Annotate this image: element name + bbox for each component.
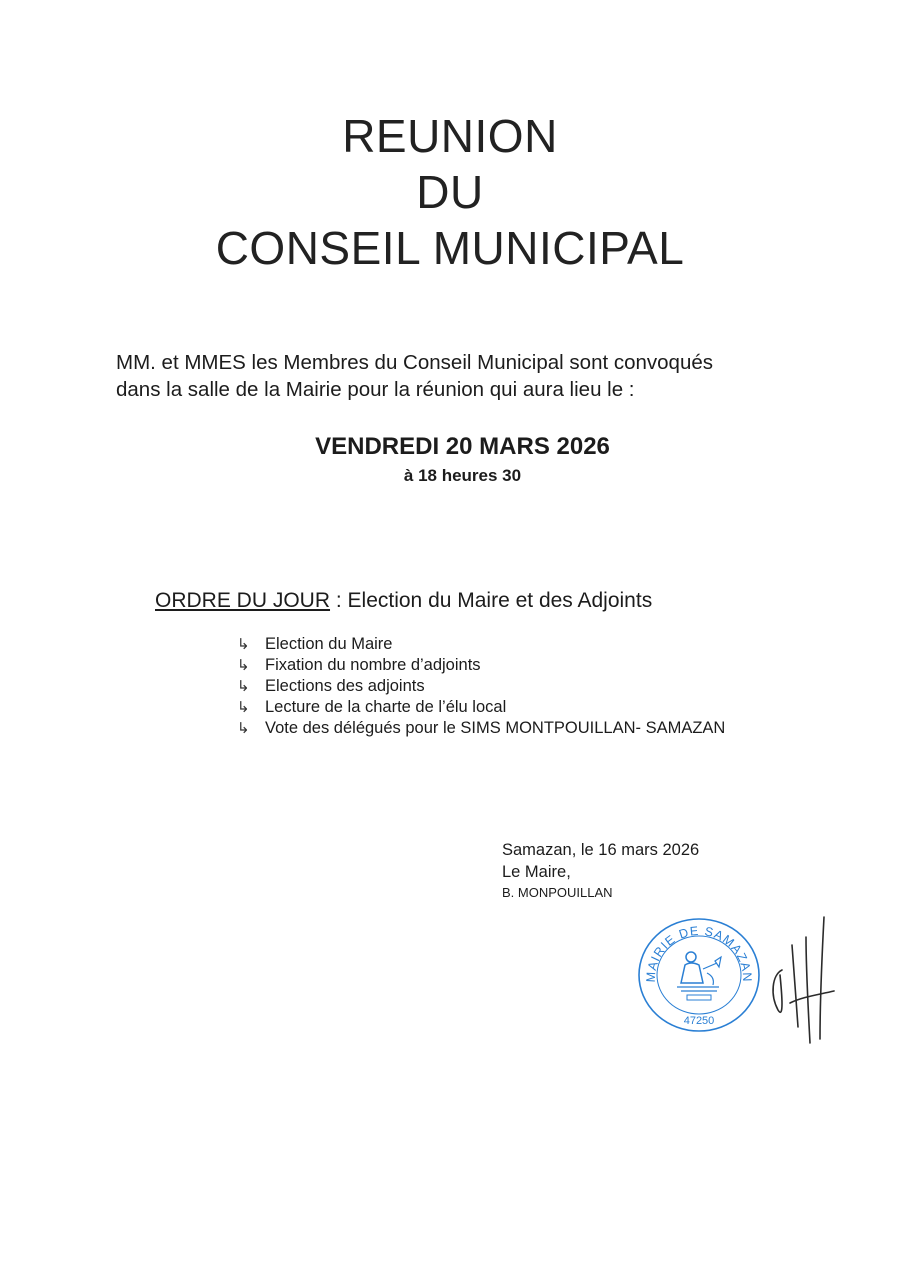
agenda-label: ORDRE DU JOUR xyxy=(155,589,331,612)
meeting-time: à 18 heures 30 xyxy=(403,466,522,485)
list-item xyxy=(237,634,725,655)
agenda-item-text: Lecture de la charte de l’élu local xyxy=(265,698,507,716)
convocation-text xyxy=(116,349,836,403)
agenda-item-text: Vote des délégués pour le SIMS MONTPOUILLAN- SAMAZAN xyxy=(265,719,726,737)
list-item xyxy=(237,697,725,718)
arrow-bullet-icon: ↳ xyxy=(237,657,250,674)
intro-line-2: dans la salle de la Mairie pour la réunion qui aura lieu le : xyxy=(116,378,635,401)
list-item xyxy=(237,676,725,697)
title-line-2: DU xyxy=(416,166,484,218)
arrow-bullet-icon: ↳ xyxy=(237,636,250,653)
stamp-code: 47250 xyxy=(683,1015,715,1027)
arrow-bullet-icon: ↳ xyxy=(237,678,250,695)
mayor-signature xyxy=(762,915,842,1045)
signer-role: Le Maire, xyxy=(502,863,571,881)
document-title xyxy=(0,108,900,276)
title-line-3: CONSEIL MUNICIPAL xyxy=(215,222,685,274)
signature-block xyxy=(502,839,699,902)
list-item xyxy=(237,655,725,676)
arrow-bullet-icon: ↳ xyxy=(237,720,250,737)
agenda-item-text: Fixation du nombre d’adjoints xyxy=(265,656,481,674)
mairie-stamp xyxy=(637,917,761,1033)
agenda-item-text: Elections des adjoints xyxy=(265,677,425,695)
meeting-date: VENDREDI 20 MARS 2026 xyxy=(315,433,610,460)
agenda-subject: : Election du Maire et des Adjoints xyxy=(330,589,653,612)
agenda-list xyxy=(237,634,725,739)
title-line-1: REUNION xyxy=(342,110,558,162)
agenda-heading xyxy=(155,587,652,615)
place-date: Samazan, le 16 mars 2026 xyxy=(502,841,700,859)
stamp-text: MAIRIE DE SAMAZAN xyxy=(643,923,755,983)
arrow-bullet-icon: ↳ xyxy=(237,699,250,716)
agenda-item-text: Election du Maire xyxy=(265,635,393,653)
intro-line-1: MM. et MMES les Membres du Conseil Municipal sont convoqués xyxy=(116,351,714,374)
list-item xyxy=(237,718,725,739)
signer-name: B. MONPOUILLAN xyxy=(502,885,613,900)
